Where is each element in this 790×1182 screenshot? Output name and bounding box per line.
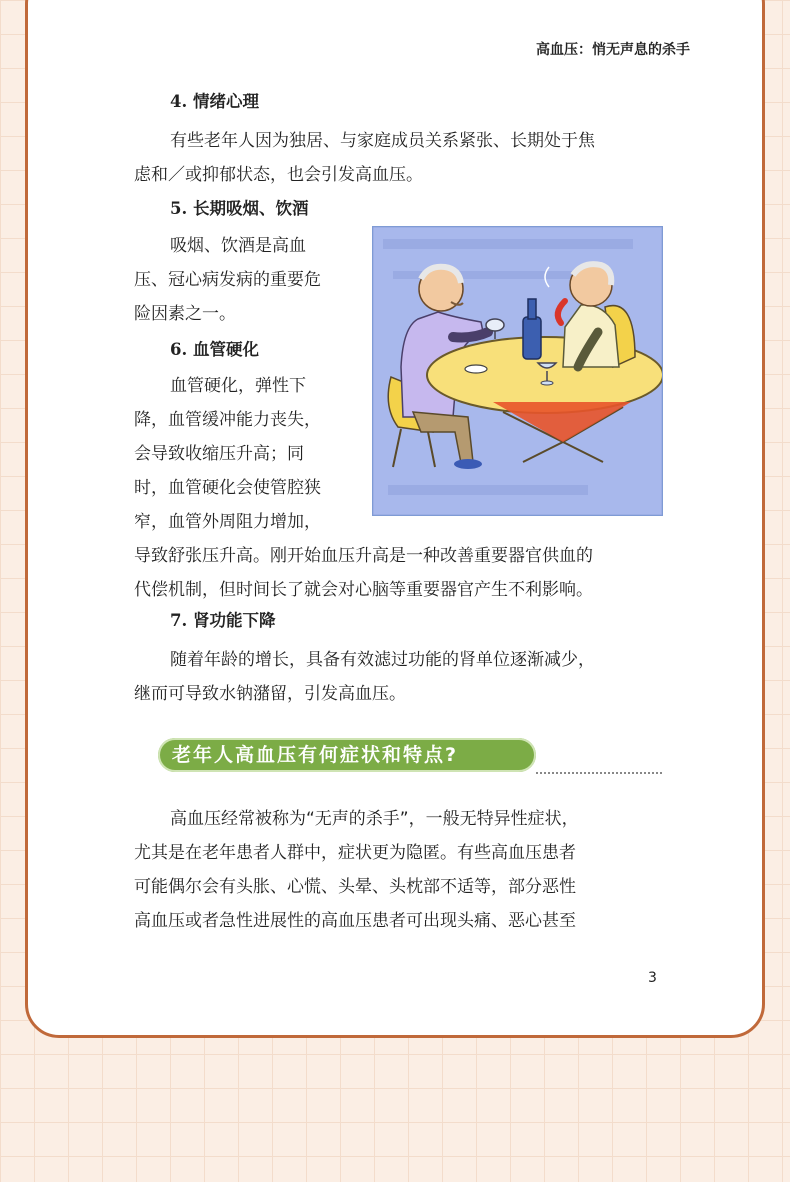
running-header: 高血压：悄无声息的杀手	[536, 42, 690, 58]
heading-kidney-function: 7. 肾功能下降	[170, 611, 276, 630]
section-banner-title: 老年人高血压有何症状和特点?	[172, 744, 459, 766]
page-number: 3	[648, 970, 657, 986]
paragraph-symptoms	[134, 802, 664, 938]
banner-dotted-line	[536, 772, 662, 774]
text-line: 血管硬化，弹性下	[170, 376, 306, 396]
paragraph-emotional	[134, 124, 664, 192]
text-line: 高血压或者急性进展性的高血压患者可出现头痛、恶心甚至	[134, 911, 576, 931]
text-line: 有些老年人因为独居、与家庭成员关系紧张、长期处于焦	[170, 131, 595, 151]
two-elderly-men-drinking-and-smoking-icon	[373, 227, 662, 515]
text-line: 高血压经常被称为“无声的杀手”，一般无特异性症状，	[170, 809, 579, 829]
text-line: 尤其是在老年患者人群中，症状更为隐匿。有些高血压患者	[134, 843, 576, 863]
illustration-drinking-smoking	[372, 226, 663, 516]
paragraph-vascular-narrow	[134, 369, 348, 539]
text-line: 时，血管硬化会使管腔狭	[134, 478, 321, 498]
paragraph-vascular-full	[134, 539, 664, 607]
text-line: 压、冠心病发病的重要危	[134, 270, 321, 290]
text-line: 可能偶尔会有头胀、心慌、头晕、头枕部不适等，部分恶性	[134, 877, 576, 897]
heading-emotional-psychology: 4. 情绪心理	[170, 92, 259, 111]
text-line: 虑和／或抑郁状态，也会引发高血压。	[134, 165, 423, 185]
text-line: 吸烟、饮酒是高血	[170, 236, 306, 256]
text-line: 窄，血管外周阻力增加，	[134, 512, 321, 532]
text-line: 降，血管缓冲能力丧失，	[134, 410, 321, 430]
paragraph-smoking	[134, 229, 348, 331]
heading-smoking-drinking: 5. 长期吸烟、饮酒	[170, 199, 309, 218]
text-line: 继而可导致水钠潴留，引发高血压。	[134, 684, 406, 704]
paragraph-kidney	[134, 643, 664, 711]
text-line: 代偿机制，但时间长了就会对心脑等重要器官产生不利影响。	[134, 580, 593, 600]
text-line: 险因素之一。	[134, 304, 236, 324]
text-line: 导致舒张压升高。刚开始血压升高是一种改善重要器官供血的	[134, 546, 593, 566]
text-line: 随着年龄的增长，具备有效滤过功能的肾单位逐渐减少，	[170, 650, 595, 670]
heading-vascular-sclerosis: 6. 血管硬化	[170, 340, 259, 359]
text-line: 会导致收缩压升高；同	[134, 444, 304, 464]
